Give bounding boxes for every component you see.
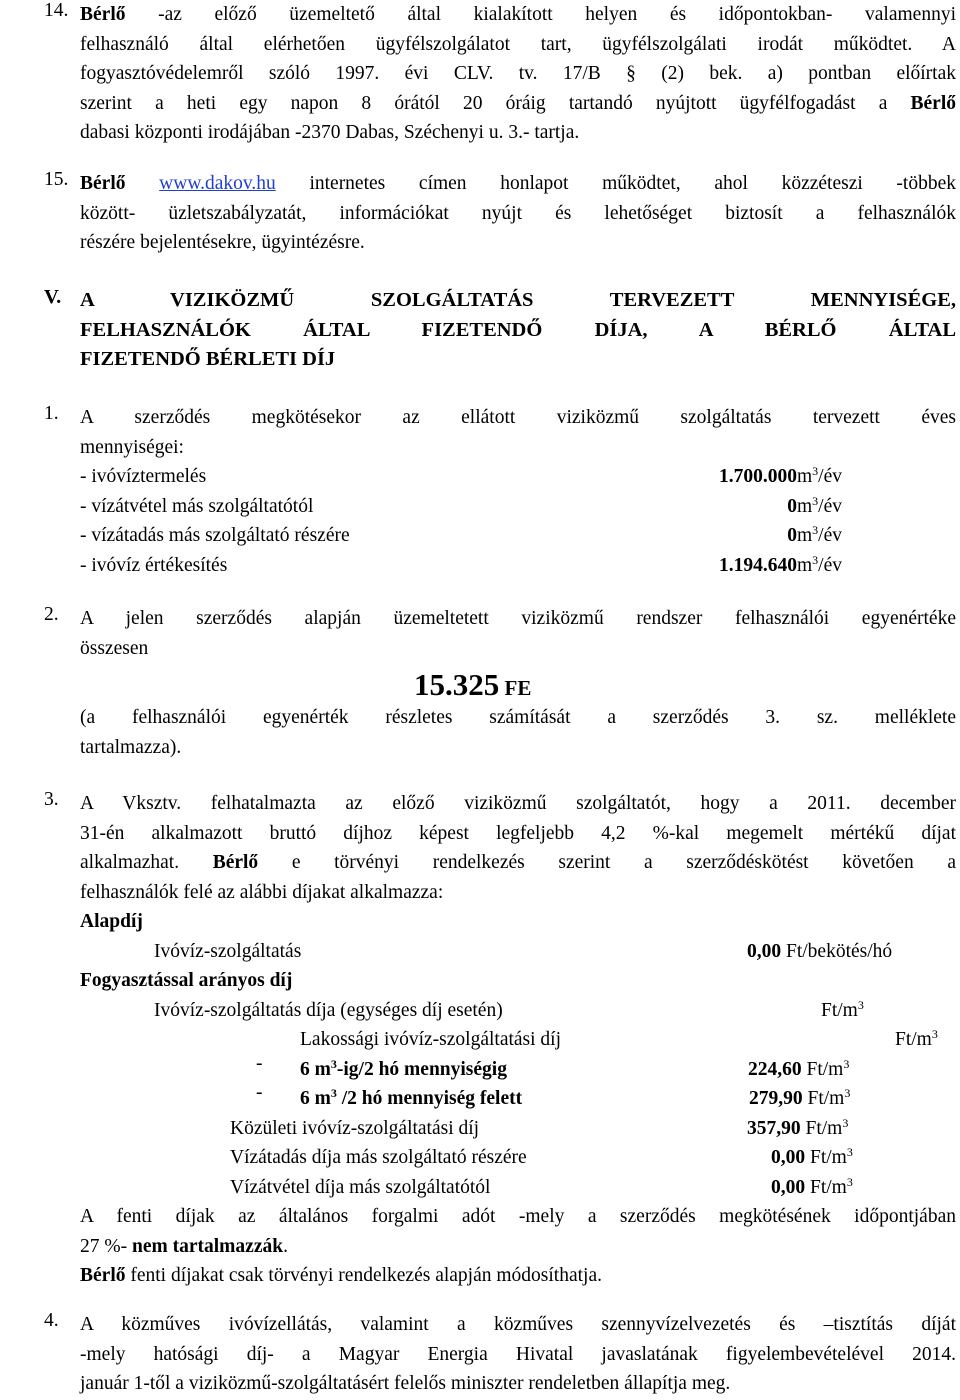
- paragraph-line: között- üzletszabályzatát, információkat nyújt és lehetőséget biztosít a felhasználók: [80, 202, 956, 224]
- fee-row: [80, 1173, 956, 1203]
- paragraph-line: A fenti díjak az általános forgalmi adót -mely a szerződés megkötésének időpontjában: [80, 1206, 956, 1227]
- bullet-dash: -: [256, 1082, 263, 1103]
- fee-amount: 357,90: [747, 1117, 801, 1139]
- quantity-row: [80, 521, 956, 551]
- paragraph-line: A közműves ivóvízellátás, valamint a közműves szennyvízelvezetés és –tisztítás díját: [80, 1314, 956, 1335]
- bold-text: nem tartalmazzák: [132, 1235, 284, 1257]
- fee-label: [300, 1055, 507, 1085]
- text-span: 27 %-: [80, 1235, 132, 1257]
- item-number: 2.: [44, 604, 59, 625]
- website-link[interactable]: www.dakov.hu: [159, 173, 276, 194]
- fee-label: Ivóvíz-szolgáltatás: [154, 940, 302, 962]
- paragraph-line: részére bejelentésekre, ügyintézésre.: [80, 232, 365, 253]
- paragraph-line: felhasználók felé az alábbi díjakat alkalmazza:: [80, 881, 444, 903]
- fee-value: [748, 1055, 849, 1085]
- paragraph-line: fogyasztóvédelemről szóló 1997. évi CLV. tv. 17/B § (2) bek. a) pontban előírtak: [80, 63, 956, 84]
- paragraph-line: tartalmazza).: [80, 736, 182, 758]
- berlo-bold: Bérlő: [80, 4, 126, 25]
- fee-value: [747, 937, 892, 967]
- fe-total: [414, 663, 531, 712]
- quantity-row: [80, 492, 956, 522]
- text-span: 6 m: [300, 1088, 331, 1109]
- fee-unit: Ft/m: [802, 1088, 845, 1109]
- section-number: V.: [44, 286, 62, 308]
- berlo-bold: Bérlő: [80, 1265, 126, 1286]
- quantity-label: - ivóvíztermelés: [80, 466, 207, 487]
- fee-label: Lakossági ivóvíz-szolgáltatási díj: [300, 1029, 562, 1050]
- superscript: 3: [846, 1145, 853, 1159]
- quantity-value: 1.700.000: [719, 466, 797, 487]
- paragraph-line: (a felhasználói egyenérték részletes számítását a szerződés 3. sz. melléklete: [80, 707, 956, 728]
- fee-label: Közületi ivóvíz-szolgáltatási díj: [230, 1117, 480, 1139]
- fe-total-unit: FE: [499, 676, 532, 700]
- fee-row: [80, 1084, 956, 1114]
- paragraph-15: [44, 169, 956, 258]
- fee-row: [80, 1025, 956, 1055]
- fee-unit-only: [821, 996, 864, 1026]
- fee-heading-alapdij: Alapdíj: [80, 911, 143, 932]
- fee-unit: Ft/m: [805, 1176, 847, 1198]
- paragraph-line: [80, 1232, 956, 1262]
- paragraph-line: [80, 0, 956, 30]
- fee-row: [80, 1052, 956, 1085]
- fee-unit-only: [895, 1025, 938, 1055]
- paragraph-number: 14.: [44, 0, 69, 21]
- fee-label: Ivóvíz-szolgáltatás díja (egységes díj esetén): [154, 999, 503, 1021]
- paragraph-number: 15.: [44, 169, 69, 190]
- quantity-unit: [797, 521, 842, 551]
- superscript: 3: [844, 1086, 851, 1100]
- item-4: [44, 1310, 956, 1399]
- fee-amount: 0,00: [747, 940, 782, 962]
- text-span: szerint a heti egy napon 8 órától 20 óráig tartandó nyújtott ügyfélfogadást a: [80, 92, 911, 114]
- item-1: [44, 403, 956, 580]
- text-span: -ig/2 hó mennyiségig: [336, 1058, 507, 1080]
- paragraph-line: [80, 89, 956, 119]
- item-number: 3.: [44, 789, 59, 810]
- paragraph-line: A szerződés megkötésekor az ellátott viziközmű szolgáltatás tervezett éves: [80, 407, 956, 428]
- superscript: 3: [842, 1115, 849, 1130]
- unit-tail: /év: [818, 466, 842, 487]
- superscript: 3: [330, 1056, 337, 1071]
- superscript: 3: [812, 552, 819, 567]
- text-span: fenti díjakat csak törvényi rendelkezés alapján módosíthatja.: [125, 1265, 602, 1286]
- fee-value: [771, 1143, 853, 1173]
- fee-row: [80, 937, 956, 967]
- fee-label: [300, 1084, 522, 1114]
- fee-unit: Ft/m: [895, 1029, 932, 1050]
- quantity-value: 1.194.640: [719, 554, 797, 576]
- text-span: e törvényi rendelkezés szerint a szerződéskötést követően a: [258, 852, 956, 873]
- superscript: 3: [931, 1027, 938, 1041]
- superscript: 3: [846, 1174, 853, 1189]
- paragraph-line: [80, 169, 956, 199]
- heading-line: FELHASZNÁLÓK ÁLTAL FIZETENDŐ DÍJA, A BÉRLŐ ÁLTAL: [80, 318, 956, 341]
- text-span: /2 hó mennyiség felett: [336, 1088, 523, 1109]
- fee-value: [747, 1114, 848, 1144]
- paragraph-line: [80, 1261, 956, 1291]
- unit-tail: /év: [818, 525, 842, 546]
- text-span: alkalmazhat.: [80, 852, 213, 873]
- superscript: 3: [812, 493, 819, 508]
- superscript: 3: [843, 1056, 850, 1071]
- fee-amount: 0,00: [771, 1176, 806, 1198]
- quantity-row: [80, 462, 956, 492]
- paragraph-line: felhasználó által elérhetően ügyfélszolgálatot tart, ügyfélszolgálati irodát működtet. A: [80, 33, 956, 55]
- quantity-label: - ivóvíz értékesítés: [80, 554, 228, 576]
- quantity-list: [80, 462, 956, 580]
- fee-unit: Ft/m: [800, 1117, 843, 1139]
- fee-unit: Ft/m: [805, 1147, 847, 1168]
- fee-label: Vízátvétel díja más szolgáltatótól: [230, 1176, 491, 1198]
- superscript: 3: [330, 1086, 337, 1100]
- fee-heading-row: [80, 907, 956, 937]
- paragraph-line: A Vksztv. felhatalmazta az előző viziközmű szolgáltatót, hogy a 2011. december: [80, 793, 956, 814]
- paragraph-line: 31-én alkalmazott bruttó díjhoz képest legfeljebb 4,2 %-kal megemelt mértékű díjat: [80, 822, 956, 844]
- fee-heading-fogyasztassal: Fogyasztással arányos díj: [80, 970, 293, 991]
- berlo-bold: Bérlő: [212, 852, 259, 873]
- item-3: [44, 789, 956, 1291]
- fee-label: Vízátadás díja más szolgáltató részére: [230, 1147, 527, 1168]
- text-span: -az előző üzemeltető által kialakított helyen és időpontokban- valamennyi: [125, 4, 956, 25]
- fee-heading-row: [80, 966, 956, 996]
- fee-row: [80, 996, 956, 1026]
- quantity-label: - vízátadás más szolgáltató részére: [80, 525, 350, 546]
- item-2: [44, 604, 956, 762]
- fe-total-value: 15.325: [414, 667, 500, 702]
- unit-text: m: [797, 525, 813, 546]
- heading-line: FIZETENDŐ BÉRLETI DÍJ: [80, 348, 336, 370]
- unit-text: m: [797, 495, 813, 517]
- fe-total-row: [80, 663, 956, 703]
- superscript: 3: [812, 523, 819, 537]
- text-span: 6 m: [300, 1058, 331, 1080]
- text-span: internetes címen honlapot működtet, ahol közzéteszi -többek: [275, 173, 957, 194]
- berlo-bold: Bérlő: [910, 92, 956, 114]
- item-number: 1.: [44, 403, 59, 424]
- unit-tail: /év: [818, 495, 842, 517]
- paragraph-line: -mely hatósági díj- a Magyar Energia Hivatal javaslatának figyelembevételével 2014.: [80, 1343, 956, 1365]
- fee-value: [749, 1084, 850, 1114]
- superscript: 3: [857, 997, 864, 1012]
- paragraph-line: dabasi központi irodájában -2370 Dabas, Széchenyi u. 3.- tartja.: [80, 122, 580, 143]
- bullet-dash: -: [256, 1052, 263, 1074]
- unit-text: m: [797, 554, 813, 576]
- quantity-unit: [797, 551, 842, 581]
- berlo-bold: Bérlő: [80, 173, 126, 194]
- fee-amount: 224,60: [748, 1058, 802, 1080]
- superscript: 3: [812, 464, 819, 478]
- fee-row: [80, 1143, 956, 1173]
- paragraph-line: A jelen szerződés alapján üzemeltetett viziközmű rendszer felhasználói egyenértéke: [80, 608, 956, 629]
- fee-value: [771, 1173, 853, 1203]
- quantity-value: 0: [787, 525, 797, 546]
- unit-tail: /év: [818, 554, 842, 576]
- quantity-label: - vízátvétel más szolgáltatótól: [80, 495, 314, 517]
- paragraph-line: [80, 848, 956, 878]
- quantity-row: [80, 551, 956, 581]
- fee-unit: Ft/m: [821, 999, 858, 1021]
- paragraph-14: [44, 0, 956, 148]
- fee-unit: Ft/bekötés/hó: [781, 940, 893, 962]
- quantity-unit: [797, 462, 842, 492]
- fee-row: [80, 1114, 956, 1144]
- paragraph-line: összesen: [80, 637, 149, 659]
- quantity-value: 0: [787, 495, 797, 517]
- quantity-unit: [797, 492, 842, 522]
- fee-amount: 279,90: [749, 1088, 803, 1109]
- fee-amount: 0,00: [771, 1147, 806, 1168]
- section-v-heading: [44, 286, 956, 375]
- fee-unit: Ft/m: [801, 1058, 844, 1080]
- heading-line: A VIZIKÖZMŰ SZOLGÁLTATÁS TERVEZETT MENNYISÉGE,: [80, 289, 956, 311]
- unit-text: m: [797, 466, 813, 487]
- paragraph-line: mennyiségei:: [80, 436, 184, 458]
- text-span: .: [283, 1235, 288, 1257]
- item-number: 4.: [44, 1310, 59, 1331]
- paragraph-line: január 1-től a viziközmű-szolgáltatásért felelős miniszter rendeletben állapítja meg.: [80, 1373, 731, 1394]
